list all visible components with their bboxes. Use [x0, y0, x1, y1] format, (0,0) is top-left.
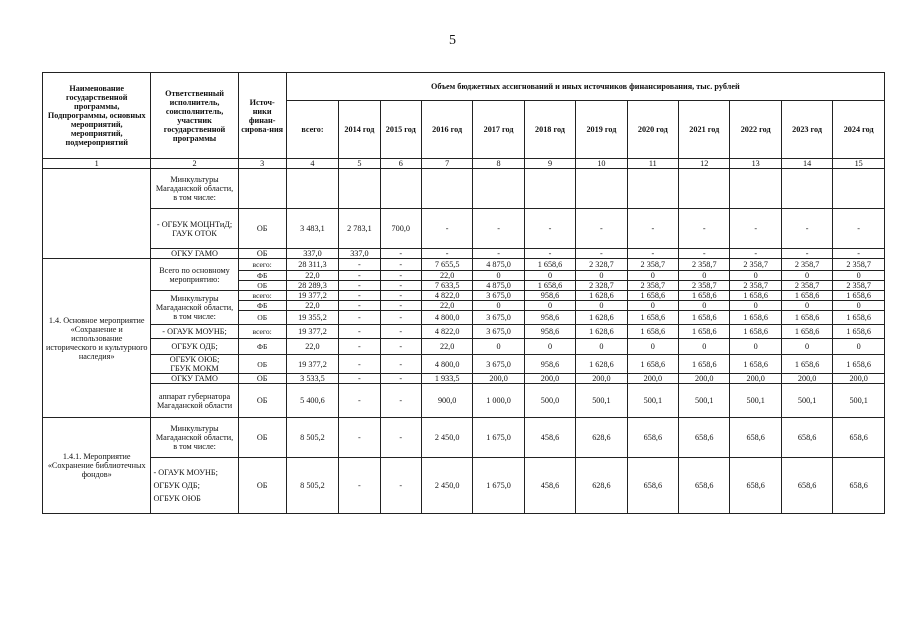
- value-cell: 3 675,0: [473, 311, 524, 325]
- value-cell: 2 450,0: [421, 418, 472, 458]
- value-cell: [421, 169, 472, 209]
- value-cell: -: [380, 325, 421, 339]
- value-cell: 658,6: [627, 418, 678, 458]
- value-cell: [286, 169, 339, 209]
- table-row: [43, 209, 885, 249]
- value-cell: 200,0: [730, 374, 781, 384]
- value-cell: 500,1: [833, 384, 885, 418]
- table-row: [43, 384, 885, 418]
- executor-cell: Минкультуры Магаданской области, в том числе:: [151, 291, 238, 325]
- column-index: 13: [730, 159, 781, 169]
- value-cell: 958,6: [524, 355, 575, 374]
- value-cell: 0: [679, 339, 730, 355]
- value-cell: 200,0: [679, 374, 730, 384]
- value-cell: -: [627, 249, 678, 259]
- value-cell: 0: [473, 301, 524, 311]
- value-cell: -: [380, 249, 421, 259]
- value-cell: 0: [627, 301, 678, 311]
- value-cell: 658,6: [730, 418, 781, 458]
- value-cell: 0: [679, 271, 730, 281]
- value-cell: 19 377,2: [286, 291, 339, 301]
- value-cell: 658,6: [730, 458, 781, 514]
- value-cell: 22,0: [421, 301, 472, 311]
- source-cell: ОБ: [238, 209, 286, 249]
- value-cell: 2 783,1: [339, 209, 380, 249]
- value-cell: 19 377,2: [286, 355, 339, 374]
- value-cell: -: [380, 259, 421, 271]
- value-cell: 0: [576, 271, 627, 281]
- source-cell: ФБ: [238, 271, 286, 281]
- value-cell: 658,6: [781, 418, 832, 458]
- value-cell: 1 658,6: [833, 325, 885, 339]
- value-cell: 2 450,0: [421, 458, 472, 514]
- value-cell: -: [421, 209, 472, 249]
- header-executor: Ответственный исполнитель, соисполнитель, участник государственной программы: [151, 73, 238, 159]
- executor-cell: [151, 325, 238, 339]
- value-cell: 1 658,6: [730, 311, 781, 325]
- executor-cell: аппарат губернатора Магаданской области: [151, 384, 238, 418]
- header-year: 2021 год: [679, 101, 730, 159]
- value-cell: 3 675,0: [473, 291, 524, 301]
- value-cell: 8 505,2: [286, 418, 339, 458]
- table-row: [43, 374, 885, 384]
- value-cell: [679, 169, 730, 209]
- value-cell: 1 658,6: [730, 355, 781, 374]
- value-cell: 458,6: [524, 418, 575, 458]
- value-cell: 2 358,7: [730, 259, 781, 271]
- value-cell: 1 658,6: [679, 355, 730, 374]
- value-cell: [473, 169, 524, 209]
- value-cell: 1 933,5: [421, 374, 472, 384]
- executor-line: - ОГАУК МОУНБ;: [162, 327, 227, 336]
- header-year: 2015 год: [380, 101, 421, 159]
- value-cell: -: [339, 339, 380, 355]
- name-cell: [43, 169, 151, 259]
- value-cell: 1 658,6: [781, 311, 832, 325]
- value-cell: 2 358,7: [627, 281, 678, 291]
- table-row: [43, 259, 885, 271]
- source-cell: ОБ: [238, 384, 286, 418]
- value-cell: 1 658,6: [833, 291, 885, 301]
- value-cell: 1 628,6: [576, 291, 627, 301]
- source-cell: ОБ: [238, 311, 286, 325]
- value-cell: -: [339, 374, 380, 384]
- executor-line: ОГБУК ОЮБ;: [169, 355, 220, 364]
- value-cell: 0: [524, 301, 575, 311]
- table-row: [43, 249, 885, 259]
- value-cell: 1 658,6: [730, 291, 781, 301]
- header-year: 2017 год: [473, 101, 524, 159]
- value-cell: 628,6: [576, 458, 627, 514]
- value-cell: 1 658,6: [524, 259, 575, 271]
- value-cell: -: [421, 249, 472, 259]
- value-cell: 658,6: [781, 458, 832, 514]
- value-cell: 900,0: [421, 384, 472, 418]
- header-source: Источ-ники финан-сирова-ния: [238, 73, 286, 159]
- value-cell: 628,6: [576, 418, 627, 458]
- value-cell: 2 358,7: [833, 281, 885, 291]
- value-cell: 22,0: [286, 271, 339, 281]
- column-index: 2: [151, 159, 238, 169]
- value-cell: 1 658,6: [679, 291, 730, 301]
- column-index: 8: [473, 159, 524, 169]
- value-cell: [781, 169, 832, 209]
- value-cell: -: [380, 458, 421, 514]
- value-cell: -: [576, 249, 627, 259]
- column-index: 15: [833, 159, 885, 169]
- value-cell: -: [339, 355, 380, 374]
- value-cell: 500,0: [524, 384, 575, 418]
- executor-line: ОГБУК ОДБ;: [171, 342, 218, 351]
- executor-cell: Всего по основному мероприятию:: [151, 259, 238, 291]
- value-cell: -: [473, 209, 524, 249]
- value-cell: 658,6: [679, 418, 730, 458]
- column-index: 14: [781, 159, 832, 169]
- header-year: 2022 год: [730, 101, 781, 159]
- source-cell: ОБ: [238, 458, 286, 514]
- value-cell: 3 483,1: [286, 209, 339, 249]
- column-index: 5: [339, 159, 380, 169]
- value-cell: 4 875,0: [473, 259, 524, 271]
- value-cell: 22,0: [421, 339, 472, 355]
- value-cell: 22,0: [286, 301, 339, 311]
- value-cell: 1 628,6: [576, 311, 627, 325]
- column-index: 10: [576, 159, 627, 169]
- value-cell: -: [473, 249, 524, 259]
- value-cell: 0: [576, 339, 627, 355]
- table-row: [43, 291, 885, 301]
- value-cell: -: [339, 301, 380, 311]
- value-cell: 658,6: [833, 418, 885, 458]
- value-cell: -: [627, 209, 678, 249]
- executor-line: ГБУК МОКМ: [170, 364, 219, 373]
- value-cell: 1 658,6: [524, 281, 575, 291]
- value-cell: 200,0: [833, 374, 885, 384]
- value-cell: -: [339, 311, 380, 325]
- value-cell: 958,6: [524, 325, 575, 339]
- executor-cell: Минкультуры Магаданской области, в том числе:: [151, 418, 238, 458]
- value-cell: 1 628,6: [576, 355, 627, 374]
- value-cell: 200,0: [627, 374, 678, 384]
- column-index: 3: [238, 159, 286, 169]
- source-cell: ОБ: [238, 418, 286, 458]
- value-cell: [524, 169, 575, 209]
- value-cell: -: [380, 374, 421, 384]
- value-cell: 658,6: [627, 458, 678, 514]
- value-cell: 2 358,7: [679, 281, 730, 291]
- value-cell: -: [380, 311, 421, 325]
- value-cell: -: [339, 418, 380, 458]
- value-cell: 7 655,5: [421, 259, 472, 271]
- value-cell: 7 633,5: [421, 281, 472, 291]
- table-row: [43, 325, 885, 339]
- value-cell: 1 658,6: [781, 291, 832, 301]
- value-cell: 200,0: [524, 374, 575, 384]
- value-cell: 500,1: [627, 384, 678, 418]
- executor-line: ОГБУК ОЮБ: [153, 494, 201, 503]
- value-cell: 458,6: [524, 458, 575, 514]
- value-cell: -: [380, 339, 421, 355]
- value-cell: 958,6: [524, 311, 575, 325]
- column-index: 1: [43, 159, 151, 169]
- value-cell: 0: [730, 271, 781, 281]
- value-cell: 1 675,0: [473, 418, 524, 458]
- value-cell: -: [339, 458, 380, 514]
- value-cell: 4 822,0: [421, 291, 472, 301]
- column-index: 7: [421, 159, 472, 169]
- value-cell: -: [339, 271, 380, 281]
- table-row: [43, 418, 885, 458]
- value-cell: -: [380, 271, 421, 281]
- value-cell: -: [679, 209, 730, 249]
- value-cell: 1 658,6: [730, 325, 781, 339]
- source-cell: всего:: [238, 291, 286, 301]
- value-cell: 5 400,6: [286, 384, 339, 418]
- executor-cell: [151, 355, 238, 374]
- value-cell: 0: [524, 339, 575, 355]
- value-cell: 658,6: [679, 458, 730, 514]
- table-row: [43, 169, 885, 209]
- value-cell: 658,6: [833, 458, 885, 514]
- value-cell: 3 533,5: [286, 374, 339, 384]
- value-cell: 700,0: [380, 209, 421, 249]
- value-cell: 500,1: [781, 384, 832, 418]
- value-cell: 1 658,6: [679, 311, 730, 325]
- header-volume: Объем бюджетных ассигнований и иных источников финансирования, тыс. рублей: [286, 73, 884, 101]
- header-year: 2018 год: [524, 101, 575, 159]
- value-cell: 0: [524, 271, 575, 281]
- value-cell: -: [730, 209, 781, 249]
- source-cell: ФБ: [238, 301, 286, 311]
- value-cell: 200,0: [576, 374, 627, 384]
- value-cell: -: [380, 301, 421, 311]
- executor-cell: - ОГБУК МОЦНТиД; ГАУК ОТОК: [151, 209, 238, 249]
- value-cell: -: [380, 281, 421, 291]
- executor-line: - ОГАУК МОУНБ;: [153, 468, 218, 477]
- value-cell: 28 311,3: [286, 259, 339, 271]
- value-cell: 4 800,0: [421, 311, 472, 325]
- executor-cell: ОГКУ ГАМО: [151, 249, 238, 259]
- executor-cell: [151, 339, 238, 355]
- value-cell: -: [380, 355, 421, 374]
- column-index: 4: [286, 159, 339, 169]
- value-cell: [576, 169, 627, 209]
- header-year: 2023 год: [781, 101, 832, 159]
- value-cell: 1 658,6: [833, 311, 885, 325]
- value-cell: -: [679, 249, 730, 259]
- value-cell: 19 377,2: [286, 325, 339, 339]
- value-cell: -: [339, 325, 380, 339]
- value-cell: [380, 169, 421, 209]
- header-year: 2016 год: [421, 101, 472, 159]
- value-cell: 22,0: [286, 339, 339, 355]
- measure-name: 1.4. Основное мероприятие «Сохранение и использование исторического и культурного наследия»: [43, 259, 151, 418]
- value-cell: 0: [730, 339, 781, 355]
- value-cell: 1 658,6: [781, 355, 832, 374]
- value-cell: 0: [576, 301, 627, 311]
- source-cell: ФБ: [238, 339, 286, 355]
- value-cell: 0: [473, 271, 524, 281]
- value-cell: 4 875,0: [473, 281, 524, 291]
- value-cell: 2 358,7: [781, 259, 832, 271]
- table-row: [43, 339, 885, 355]
- value-cell: 2 328,7: [576, 259, 627, 271]
- value-cell: 0: [627, 339, 678, 355]
- header-year: 2020 год: [627, 101, 678, 159]
- value-cell: 0: [730, 301, 781, 311]
- value-cell: 0: [781, 271, 832, 281]
- value-cell: 2 328,7: [576, 281, 627, 291]
- value-cell: 0: [781, 339, 832, 355]
- value-cell: -: [730, 249, 781, 259]
- value-cell: -: [339, 259, 380, 271]
- value-cell: 200,0: [781, 374, 832, 384]
- value-cell: 1 658,6: [781, 325, 832, 339]
- value-cell: 0: [781, 301, 832, 311]
- value-cell: 22,0: [421, 271, 472, 281]
- value-cell: 337,0: [286, 249, 339, 259]
- value-cell: 500,1: [730, 384, 781, 418]
- value-cell: 19 355,2: [286, 311, 339, 325]
- source-cell: ОБ: [238, 281, 286, 291]
- source-cell: ОБ: [238, 374, 286, 384]
- value-cell: 200,0: [473, 374, 524, 384]
- value-cell: 0: [833, 301, 885, 311]
- value-cell: 1 658,6: [627, 355, 678, 374]
- executor-cell: Минкультуры Магаданской области, в том числе:: [151, 169, 238, 209]
- value-cell: 1 658,6: [627, 311, 678, 325]
- column-index: 6: [380, 159, 421, 169]
- value-cell: 3 675,0: [473, 325, 524, 339]
- value-cell: 0: [627, 271, 678, 281]
- value-cell: 4 822,0: [421, 325, 472, 339]
- value-cell: 1 000,0: [473, 384, 524, 418]
- value-cell: 4 800,0: [421, 355, 472, 374]
- value-cell: 1 658,6: [679, 325, 730, 339]
- source-cell: [238, 169, 286, 209]
- source-cell: ОБ: [238, 355, 286, 374]
- value-cell: -: [380, 291, 421, 301]
- value-cell: 0: [833, 271, 885, 281]
- value-cell: 0: [833, 339, 885, 355]
- column-index: 12: [679, 159, 730, 169]
- value-cell: 8 505,2: [286, 458, 339, 514]
- page-number: 5: [449, 33, 456, 48]
- value-cell: -: [339, 291, 380, 301]
- column-index: 11: [627, 159, 678, 169]
- value-cell: 3 675,0: [473, 355, 524, 374]
- value-cell: 500,1: [576, 384, 627, 418]
- executor-cell: [151, 458, 238, 514]
- header-year: 2014 год: [339, 101, 380, 159]
- source-cell: ОБ: [238, 249, 286, 259]
- table-row: [43, 355, 885, 374]
- value-cell: 1 658,6: [833, 355, 885, 374]
- value-cell: -: [833, 209, 885, 249]
- value-cell: [833, 169, 885, 209]
- value-cell: -: [576, 209, 627, 249]
- executor-line: ОГБУК ОДБ;: [153, 481, 200, 490]
- value-cell: -: [833, 249, 885, 259]
- value-cell: 958,6: [524, 291, 575, 301]
- value-cell: 337,0: [339, 249, 380, 259]
- header-total: всего:: [286, 101, 339, 159]
- value-cell: [339, 169, 380, 209]
- value-cell: 2 358,7: [781, 281, 832, 291]
- header-name: Наименование государственной программы, Подпрограммы, основных мероприятий, мероприятий, подмероприятий: [43, 73, 151, 159]
- value-cell: 1 628,6: [576, 325, 627, 339]
- header-year: 2024 год: [833, 101, 885, 159]
- source-cell: всего:: [238, 259, 286, 271]
- value-cell: 1 658,6: [627, 325, 678, 339]
- value-cell: 28 289,3: [286, 281, 339, 291]
- value-cell: -: [524, 209, 575, 249]
- value-cell: 0: [679, 301, 730, 311]
- budget-table: [42, 72, 885, 514]
- executor-cell: ОГКУ ГАМО: [151, 374, 238, 384]
- value-cell: 500,1: [679, 384, 730, 418]
- value-cell: 0: [473, 339, 524, 355]
- table-row: [43, 458, 885, 514]
- value-cell: -: [781, 209, 832, 249]
- column-index: 9: [524, 159, 575, 169]
- value-cell: -: [380, 418, 421, 458]
- value-cell: -: [339, 384, 380, 418]
- value-cell: 2 358,7: [730, 281, 781, 291]
- value-cell: [730, 169, 781, 209]
- value-cell: 2 358,7: [833, 259, 885, 271]
- value-cell: -: [524, 249, 575, 259]
- measure-name: 1.4.1. Мероприятие «Сохранение библиотечных фондов»: [43, 418, 151, 514]
- value-cell: -: [339, 281, 380, 291]
- source-cell: всего:: [238, 325, 286, 339]
- value-cell: 1 675,0: [473, 458, 524, 514]
- value-cell: 2 358,7: [679, 259, 730, 271]
- value-cell: [627, 169, 678, 209]
- value-cell: -: [380, 384, 421, 418]
- header-year: 2019 год: [576, 101, 627, 159]
- value-cell: -: [781, 249, 832, 259]
- value-cell: 1 658,6: [627, 291, 678, 301]
- value-cell: 2 358,7: [627, 259, 678, 271]
